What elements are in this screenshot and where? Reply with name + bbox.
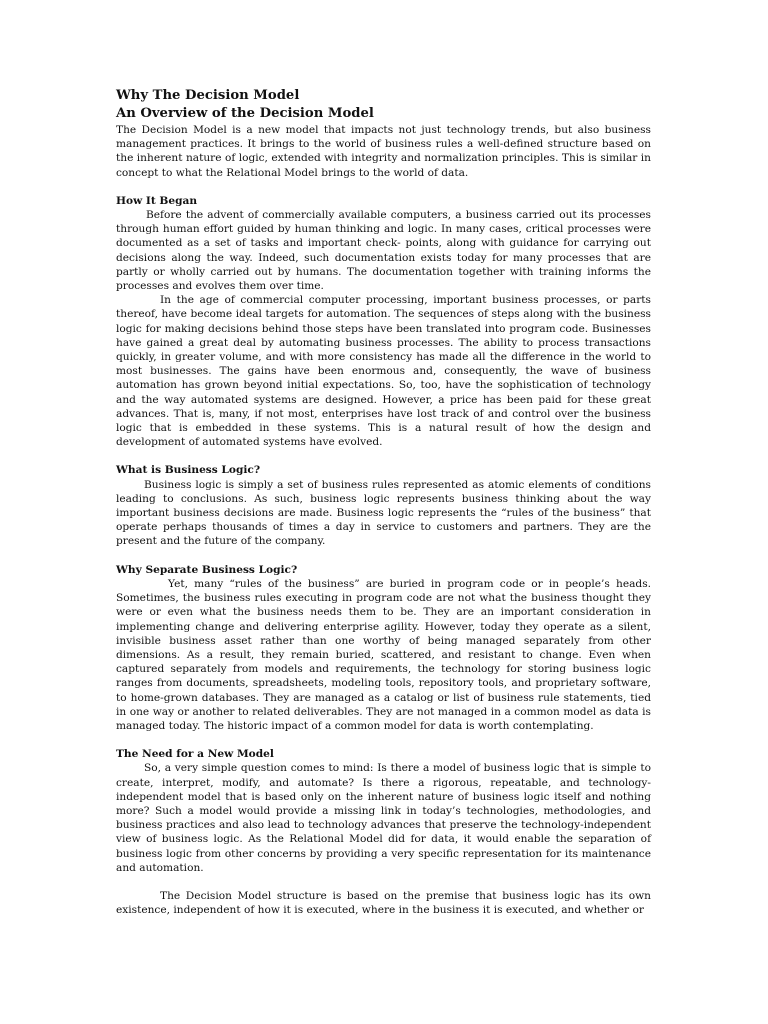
intro-paragraph: The Decision Model is a new model that impacts not just technology trends, but also business management practices. It brings to the world of business rules a well-defined structure based on the inherent nature of logic, extended with integrity and normalization principles. This is similar in concept to what the Relational Model brings to the world of data. <box>116 124 651 179</box>
how-it-began-paragraph-1: Before the advent of commercially available computers, a business carried out its processes through human effort guided by human thinking and logic. In many cases, critical processes were documented as a set of tasks and important check- points, along with guidance for carrying out decisions along the way. Indeed, such documentation exists today for many processes that are partly or wholly carried out by humans. The documentation together with training informs the processes and evolves them over time. <box>116 209 651 293</box>
need-for-new-model-paragraph-1: So, a very simple question comes to mind: Is there a model of business logic that is simple to create, interpret, modify, and automate? Is there a rigorous, repeatable, and technology-independent model that is based only on the inherent nature of business logic itself and nothing more? Such a model would provide a missing link in today’s technologies, methodologies, and business practices and also lead to technology advances that preserve the technology-independent view of business logic. As the Relational Model did for data, it would enable the separation of business logic from other concerns by providing a very specific representation for its maintenance and automation. <box>116 762 651 874</box>
need-for-new-model-paragraph-2: The Decision Model structure is based on the premise that business logic has its own existence, independent of how it is executed, where in the business it is executed, and whether or <box>116 889 651 917</box>
why-separate-paragraph: Yet, many “rules of the business” are buried in program code or in people’s heads. Sometimes, the business rules executing in program code are not what the business thought they were or even what the business needs them to be. They are an important consideration in implementing change and delivering enterprise agility. However, today they operate as a silent, invisible business asset rather than one worthy of being managed separately from other dimensions. As a result, they remain buried, scattered, and resistant to change. Even when captured separately from models and requirements, the technology for storing business logic ranges from documents, spreadsheets, modeling tools, repository tools, and proprietary software, to home-grown databases. They are managed as a catalog or list of business rule statements, tied in one way or another to related deliverables. They are not managed in a common model as data is managed today. The historic impact of a common model for data is worth contemplating. <box>116 577 651 732</box>
document-title: Why The Decision Model <box>116 88 300 103</box>
section-heading-why-separate: Why Separate Business Logic? <box>116 563 298 576</box>
document-page <box>116 86 651 917</box>
section-heading-how-it-began: How It Began <box>116 194 198 207</box>
document-subtitle: An Overview of the Decision Model <box>116 106 374 121</box>
business-logic-paragraph: Business logic is simply a set of business rules represented as atomic elements of conditions leading to conclusions. As such, business logic represents business thinking about the way important business decisions are made. Business logic represents the “rules of the business” that operate perhaps thousands of times a day in service to customers and partners. They are the present and the future of the company. <box>116 478 651 548</box>
how-it-began-paragraph-2: In the age of commercial computer processing, important business processes, or parts thereof, have become ideal targets for automation. The sequences of steps along with the business logic for making decisions behind those steps have been translated into program code. Businesses have gained a great deal by automating business processes. The ability to process transactions quickly, in greater volume, and with more consistency has made all the difference in the world to most businesses. The gains have been enormous and, consequently, the wave of business automation has grown beyond initial expectations. So, too, have the sophistication of technology and the way automated systems are designed. However, a price has been paid for these great advances. That is, many, if not most, enterprises have lost track of and control over the business logic that is embedded in these systems. This is a natural result of how the design and development of automated systems have evolved. <box>116 294 651 449</box>
section-heading-what-is-business-logic: What is Business Logic? <box>116 464 261 477</box>
section-heading-need-for-new-model: The Need for a New Model <box>116 748 274 761</box>
